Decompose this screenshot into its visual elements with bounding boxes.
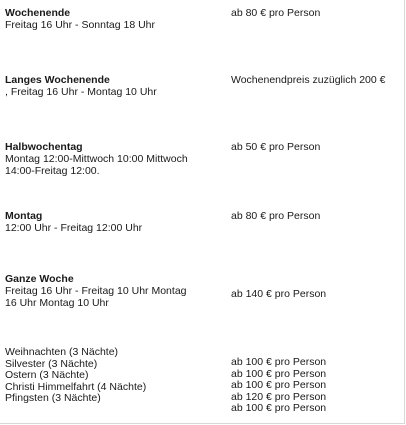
holiday-item: Pfingsten (3 Nächte) [5, 392, 101, 404]
holiday-price-list [231, 357, 401, 415]
package-title: Wochenende [5, 7, 71, 19]
holiday-price: ab 100 € pro Person [231, 379, 327, 391]
package-time: 12:00 Uhr - Freitag 12:00 Uhr [5, 222, 143, 234]
holiday-item: Christi Himmelfahrt (4 Nächte) [5, 380, 147, 393]
holiday-item: Weihnachten (3 Nächte) [5, 346, 119, 358]
package-half-week [5, 141, 220, 177]
package-price: ab 80 € pro Person [231, 7, 321, 19]
package-time: 16 Uhr Montag 10 Uhr [5, 297, 109, 309]
holiday-item: Silvester (3 Nächte) [5, 357, 98, 370]
package-price: ab 140 € pro Person [231, 288, 327, 300]
holiday-price: ab 120 € pro Person [231, 390, 327, 403]
package-price: ab 80 € pro Person [231, 210, 321, 222]
package-time: 14:00-Freitag 12:00. [5, 165, 100, 177]
holiday-price: ab 100 € pro Person [231, 356, 327, 368]
package-title: Ganze Woche [5, 273, 74, 285]
holiday-item: Ostern (3 Nächte) [5, 369, 89, 381]
package-time: Freitag 16 Uhr - Freitag 10 Uhr Montag [5, 285, 187, 297]
package-time: , Freitag 16 Uhr - Montag 10 Uhr [5, 86, 157, 98]
package-price: Wochenendpreis zuzüglich 200 € [231, 74, 386, 86]
package-long-weekend [5, 74, 220, 98]
package-time: Montag 12:00-Mittwoch 10:00 Mittwoch [5, 153, 188, 165]
package-title: Langes Wochenende [5, 74, 110, 86]
package-time: Freitag 16 Uhr - Sonntag 18 Uhr [5, 19, 155, 31]
package-title: Halbwochentag [5, 141, 83, 153]
package-price: ab 50 € pro Person [231, 141, 321, 153]
holiday-list [5, 347, 220, 405]
holiday-price: ab 100 € pro Person [231, 367, 327, 380]
holiday-price: ab 100 € pro Person [231, 402, 327, 414]
package-monday [5, 210, 220, 234]
package-title: Montag [5, 210, 43, 222]
package-weekend [5, 7, 220, 31]
package-full-week [5, 273, 220, 309]
